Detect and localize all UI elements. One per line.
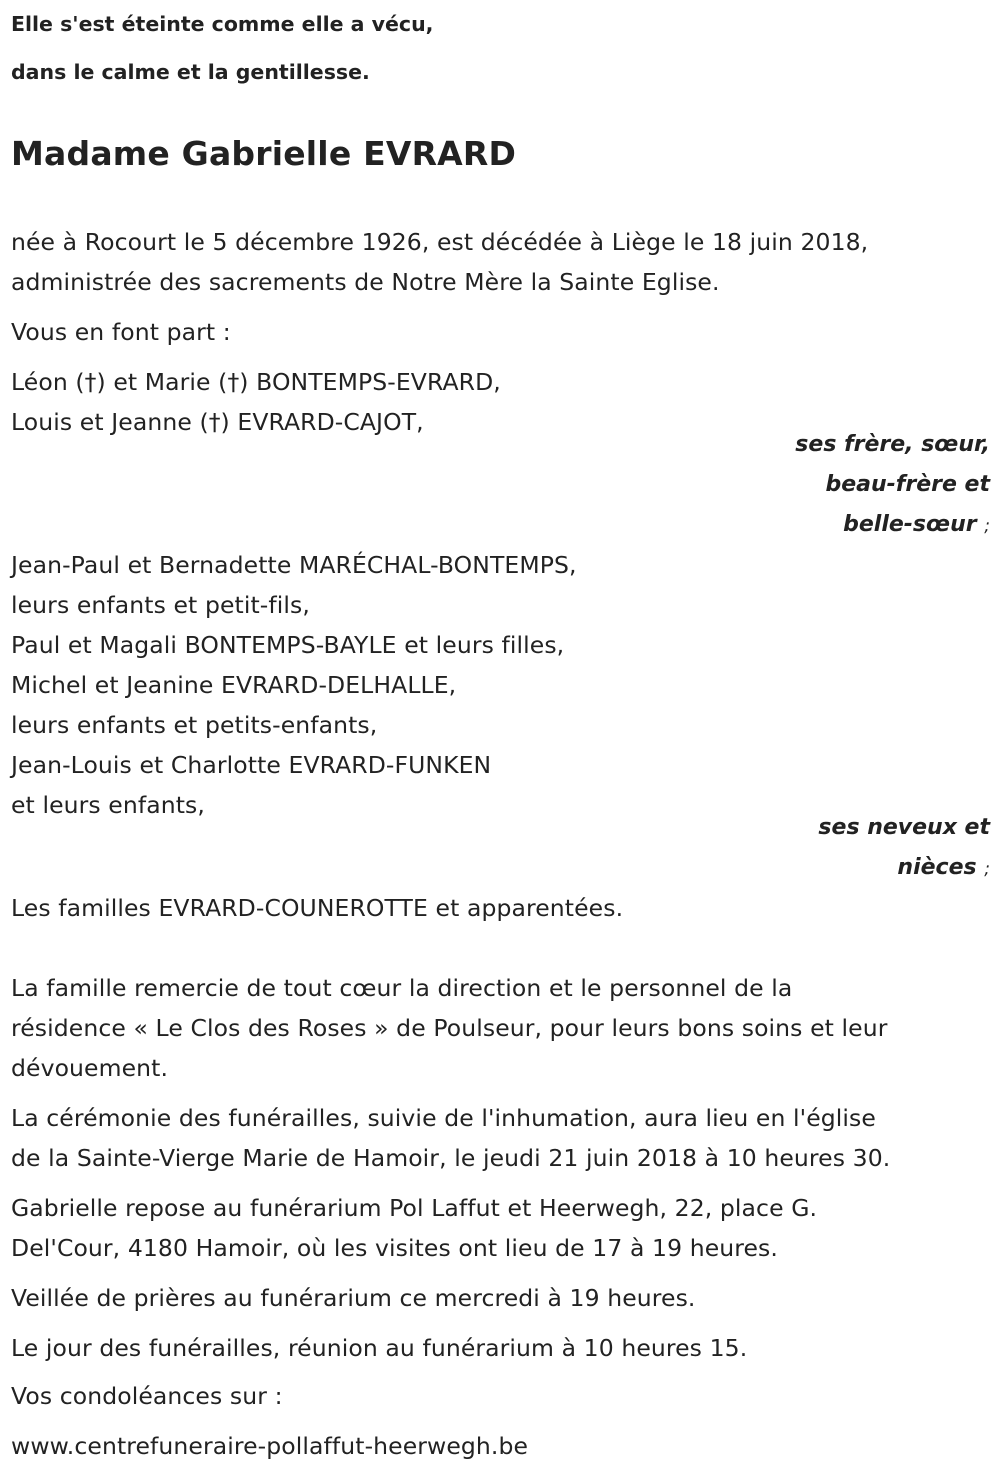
nephew-line-1: Jean-Paul et Bernadette MARÉCHAL-BONTEMPS, [11, 551, 577, 579]
nephew-line-5: leurs enfants et petits-enfants, [11, 711, 378, 739]
nephews-role [818, 808, 990, 888]
siblings-role-line-2: beau-frère et [825, 472, 990, 497]
sibling-line-1: Léon (†) et Marie (†) BONTEMPS-EVRARD, [11, 368, 501, 396]
deceased-name: Madame Gabrielle EVRARD [11, 134, 517, 173]
siblings-list [11, 362, 501, 442]
nephew-line-6: Jean-Louis et Charlotte EVRARD-FUNKEN [11, 751, 492, 779]
intro-line-2: administrée des sacrements de Notre Mère la Sainte Eglise. [11, 268, 720, 296]
meeting-text: Le jour des funérailles, réunion au funérarium à 10 heures 15. [11, 1334, 748, 1362]
nephew-line-3: Paul et Magali BONTEMPS-BAYLE et leurs filles, [11, 631, 565, 659]
siblings-role-line-3-text: belle-sœur [843, 512, 977, 537]
nephews-list [11, 545, 577, 825]
ceremony-line-2: de la Sainte-Vierge Marie de Hamoir, le jeudi 21 juin 2018 à 10 heures 30. [11, 1144, 891, 1172]
siblings-role-line-3 [795, 505, 990, 545]
thanks-text [11, 968, 887, 1088]
nephew-line-2: leurs enfants et petit-fils, [11, 591, 310, 619]
sibling-line-2: Louis et Jeanne (†) EVRARD-CAJOT, [11, 408, 424, 436]
role-separator: ; [984, 859, 990, 879]
nephews-role-line-2-text: nièces [897, 855, 977, 880]
intro-text [11, 222, 868, 302]
nephew-line-7: et leurs enfants, [11, 791, 205, 819]
role-separator: ; [984, 516, 990, 536]
repose-line-1: Gabrielle repose au funérarium Pol Laffut et Heerwegh, 22, place G. [11, 1194, 818, 1222]
epigraph-line-2: dans le calme et la gentillesse. [11, 60, 370, 84]
vigil-text: Veillée de prières au funérarium ce mercredi à 19 heures. [11, 1284, 696, 1312]
siblings-role-line-1: ses frère, sœur, [795, 432, 990, 457]
repose-text [11, 1188, 817, 1268]
ceremony-text [11, 1098, 890, 1178]
nephews-role-line-2 [818, 848, 990, 888]
nephew-line-4: Michel et Jeanine EVRARD-DELHALLE, [11, 671, 457, 699]
epigraph-line-1: Elle s'est éteinte comme elle a vécu, [11, 12, 434, 36]
thanks-line-3: dévouement. [11, 1054, 169, 1082]
siblings-role [795, 425, 990, 545]
thanks-line-1: La famille remercie de tout cœur la direction et le personnel de la [11, 974, 793, 1002]
announce-text: Vous en font part : [11, 318, 231, 346]
intro-line-1: née à Rocourt le 5 décembre 1926, est décédée à Liège le 18 juin 2018, [11, 228, 869, 256]
repose-line-2: Del'Cour, 4180 Hamoir, où les visites ont lieu de 17 à 19 heures. [11, 1234, 778, 1262]
ceremony-line-1: La cérémonie des funérailles, suivie de l'inhumation, aura lieu en l'église [11, 1104, 876, 1132]
thanks-line-2: résidence « Le Clos des Roses » de Poulseur, pour leurs bons soins et leur [11, 1014, 888, 1042]
condolences-label: Vos condoléances sur : [11, 1382, 283, 1410]
nephews-role-line-1: ses neveux et [818, 815, 990, 840]
families-text: Les familles EVRARD-COUNEROTTE et apparentées. [11, 894, 624, 922]
website-link[interactable]: www.centrefuneraire-pollaffut-heerwegh.be [11, 1432, 529, 1460]
